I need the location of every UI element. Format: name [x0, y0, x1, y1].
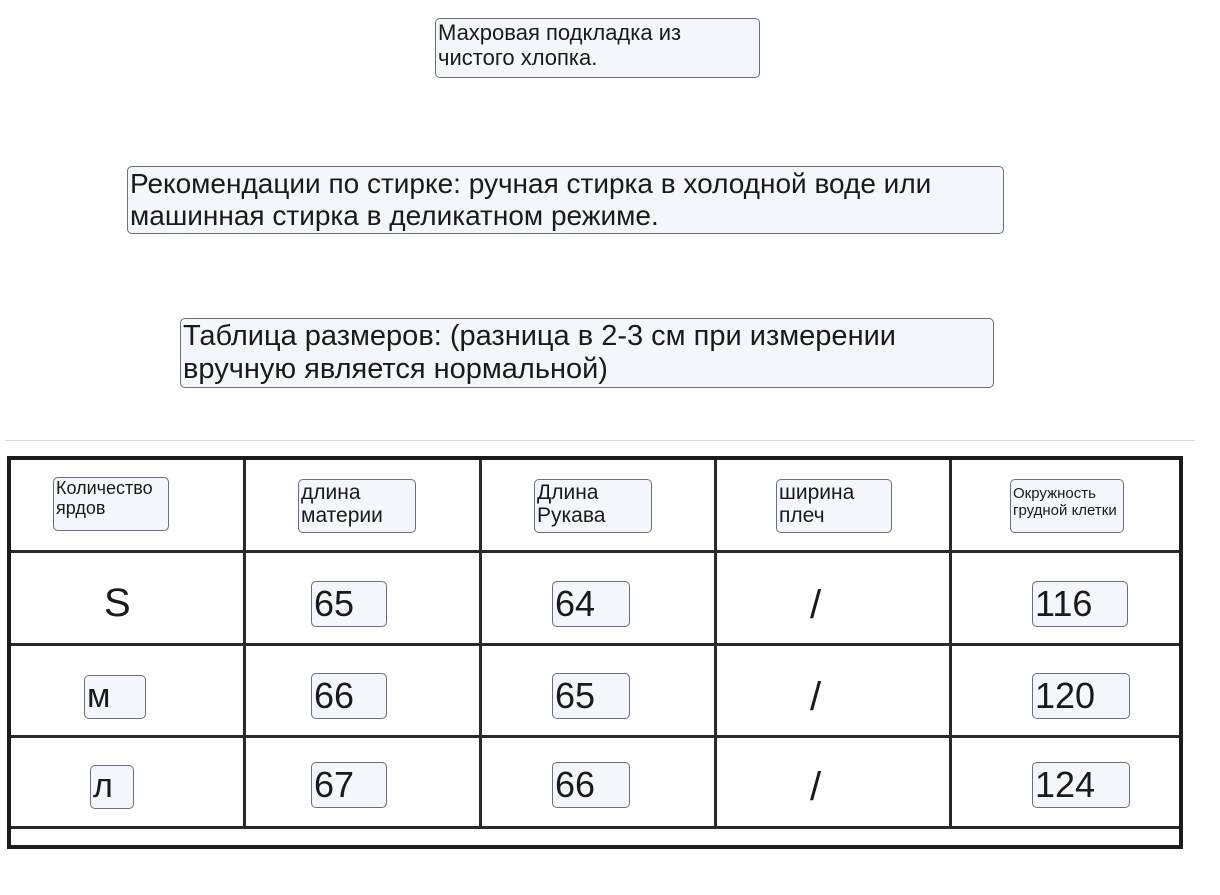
- table-col-divider: [243, 460, 246, 826]
- lining-note: Махровая подкладка из чистого хлопка.: [435, 18, 760, 78]
- table-row-divider: [11, 643, 1179, 646]
- table-row-divider: [11, 735, 1179, 738]
- table-row-divider: [11, 826, 1179, 829]
- table-col-divider: [479, 460, 482, 826]
- header-body-length: длина материи: [298, 479, 416, 533]
- shoulder-width-value: /: [810, 583, 822, 627]
- scan-artifact-line: [5, 440, 1195, 441]
- chest-value: 116: [1032, 581, 1128, 627]
- body-length-value: 66: [311, 673, 387, 719]
- header-sleeve-length: Длина Рукава: [534, 479, 652, 533]
- table-col-divider: [949, 460, 952, 826]
- header-size: Количество ярдов: [53, 477, 169, 531]
- body-length-value: 65: [311, 581, 387, 627]
- size-chart-title: Таблица размеров: (разница в 2-3 см при измерении вручную является нормальной): [180, 318, 994, 388]
- sleeve-length-value: 65: [552, 673, 630, 719]
- table-row-divider: [11, 550, 1179, 553]
- shoulder-width-value: /: [810, 765, 822, 809]
- body-length-value: 67: [311, 762, 387, 808]
- sleeve-length-value: 64: [552, 581, 630, 627]
- sleeve-length-value: 66: [552, 762, 630, 808]
- washing-instructions-note: Рекомендации по стирке: ручная стирка в холодной воде или машинная стирка в деликатном режиме.: [127, 166, 1004, 234]
- shoulder-width-value: /: [810, 675, 822, 719]
- header-chest: Окружность грудной клетки: [1010, 479, 1124, 533]
- header-shoulder-width: ширина плеч: [776, 479, 892, 533]
- table-col-divider: [714, 460, 717, 826]
- chest-value: 120: [1032, 673, 1130, 719]
- size-label: л: [90, 765, 134, 809]
- size-label: м: [84, 675, 146, 719]
- size-label: S: [104, 581, 131, 625]
- chest-value: 124: [1032, 762, 1130, 808]
